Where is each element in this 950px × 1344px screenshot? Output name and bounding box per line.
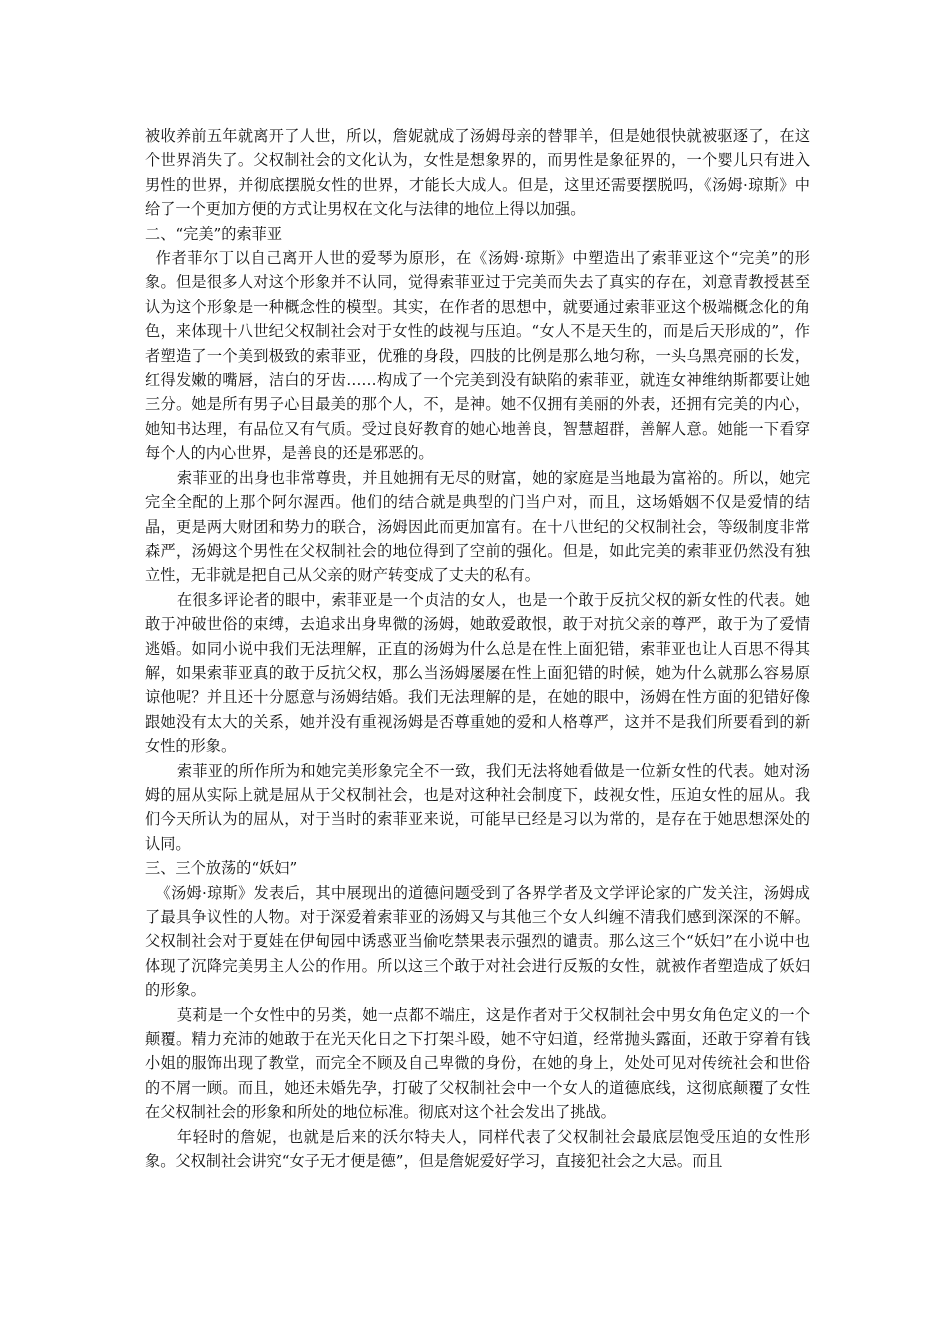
paragraph-sophia-submission: 索菲亚的所作所为和她完美形象完全不一致，我们无法将她看做是一位新女性的代表。她对汤姆的屈从实际上就是屈从于父权制社会，也是对这种社会制度下，歧视女性，压迫女性的屈从。我们今天所认为的屈从，对于当时的索菲亚来说，可能早已经是习以为常的，是存在于她思想深处的认同。 <box>145 761 810 853</box>
section-heading-three-women: 三、三个放荡的“妖妇” <box>145 859 298 878</box>
document-body <box>145 124 810 1173</box>
paragraph-jenny: 年轻时的詹妮，也就是后来的沃尔特夫人，同样代表了父权制社会最底层饱受压迫的女性形象。父权制社会讲究“女子无才便是德”，但是詹妮爱好学习，直接犯社会之大忌。而且 <box>145 1127 810 1171</box>
paragraph-critics-view: 在很多评论者的眼中，索菲亚是一个贞洁的女人，也是一个敢于反抗父权的新女性的代表。她敢于冲破世俗的束缚，去追求出身卑微的汤姆，她敢爱敢恨，敢于对抗父亲的尊严，敢于为了爱情逃婚。如同小说中我们无法理解，正直的汤姆为什么总是在性上面犯错，索菲亚也让人百思不得其解，如果索菲亚真的敢于反抗父权，那么当汤姆屡屡在性上面犯错的时候，她为什么就那么容易原谅他呢？并且还十分愿意与汤姆结婚。我们无法理解的是，在她的眼中，汤姆在性方面的犯错好像跟她没有太大的关系，她并没有重视汤姆是否尊重她的爱和人格尊严，这并不是我们所要看到的新女性的形象。 <box>145 590 810 756</box>
section-heading-perfect-sophia: 二、“完美”的索菲亚 <box>145 224 283 243</box>
paragraph-sophia-image: 作者菲尔丁以自己离开人世的爱琴为原形，在《汤姆·琼斯》中塑造出了索菲亚这个“完美”的形象。但是很多人对这个形象并不认同，觉得索菲亚过于完美而失去了真实的存在，刘意青教授甚至认为这个形象是一种概念性的模型。其实，在作者的思想中，就要通过索菲亚这个极端概念化的角色，来体现十八世纪父权制社会对于女性的歧视与压迫。“女人不是天生的，而是后天形成的”，作者塑造了一个美到极致的索菲亚，优雅的身段，四肢的比例是那么地匀称，一头乌黑亮丽的长发，红得发嫩的嘴唇，洁白的牙齿……构成了一个完美到没有缺陷的索菲亚，就连女神维纳斯都要让她三分。她是所有男子心目最美的那个人，不，是神。她不仅拥有美丽的外表，还拥有完美的内心，她知书达理，有品位又有气质。受过良好教育的她心地善良，智慧超群，善解人意。她能一下看穿每个人的内心世界，是善良的还是邪恶的。 <box>145 249 810 463</box>
paragraph-continuation: 被收养前五年就离开了人世，所以，詹妮就成了汤姆母亲的替罪羊，但是她很快就被驱逐了，在这个世界消失了。父权制社会的文化认为，女性是想象界的，而男性是象征界的，一个婴儿只有进入男性的世界，并彻底摆脱女性的世界，才能长大成人。但是，这里还需要摆脱吗，《汤姆·琼斯》中给了一个更加方便的方式让男权在文化与法律的地位上得以加强。 <box>145 127 810 219</box>
paragraph-tom-jones-controversy: 《汤姆·琼斯》发表后，其中展现出的道德问题受到了各界学者及文学评论家的广发关注，汤姆成了最具争议性的人物。对于深爱着索菲亚的汤姆又与其他三个女人纠缠不清我们感到深深的不解。父权制社会对于夏娃在伊甸园中诱惑亚当偷吃禁果表示强烈的谴责。那么这三个“妖妇”在小说中也体现了沉降完美男主人公的作用。所以这三个敢于对社会进行反叛的女性，就被作者塑造成了妖妇的形象。 <box>145 883 810 1000</box>
paragraph-molly: 莫莉是一个女性中的另类，她一点都不端庄，这是作者对于父权制社会中男女角色定义的一个颠覆。精力充沛的她敢于在光天化日之下打架斗殴，她不守妇道，经常抛头露面，还敢于穿着有钱小姐的服饰出现了教堂，而完全不顾及自己卑微的身份，在她的身上，处处可见对传统社会和世俗的不屑一顾。而且，她还未婚先孕，打破了父权制社会中一个女人的道德底线，这彻底颠覆了女性在父权制社会的形象和所处的地位标准。彻底对这个社会发出了挑战。 <box>145 1005 810 1122</box>
paragraph-sophia-origin: 索菲亚的出身也非常尊贵，并且她拥有无尽的财富，她的家庭是当地最为富裕的。所以，她完完全全配的上那个阿尔渥西。他们的结合就是典型的门当户对，而且，这场婚姻不仅是爱情的结晶，更是两大财团和势力的联合，汤姆因此而更加富有。在十八世纪的父权制社会，等级制度非常森严，汤姆这个男性在父权制社会的地位得到了空前的强化。但是，如此完美的索菲亚仍然没有独立性，无非就是把自己从父亲的财产转变成了丈夫的私有。 <box>145 468 810 585</box>
